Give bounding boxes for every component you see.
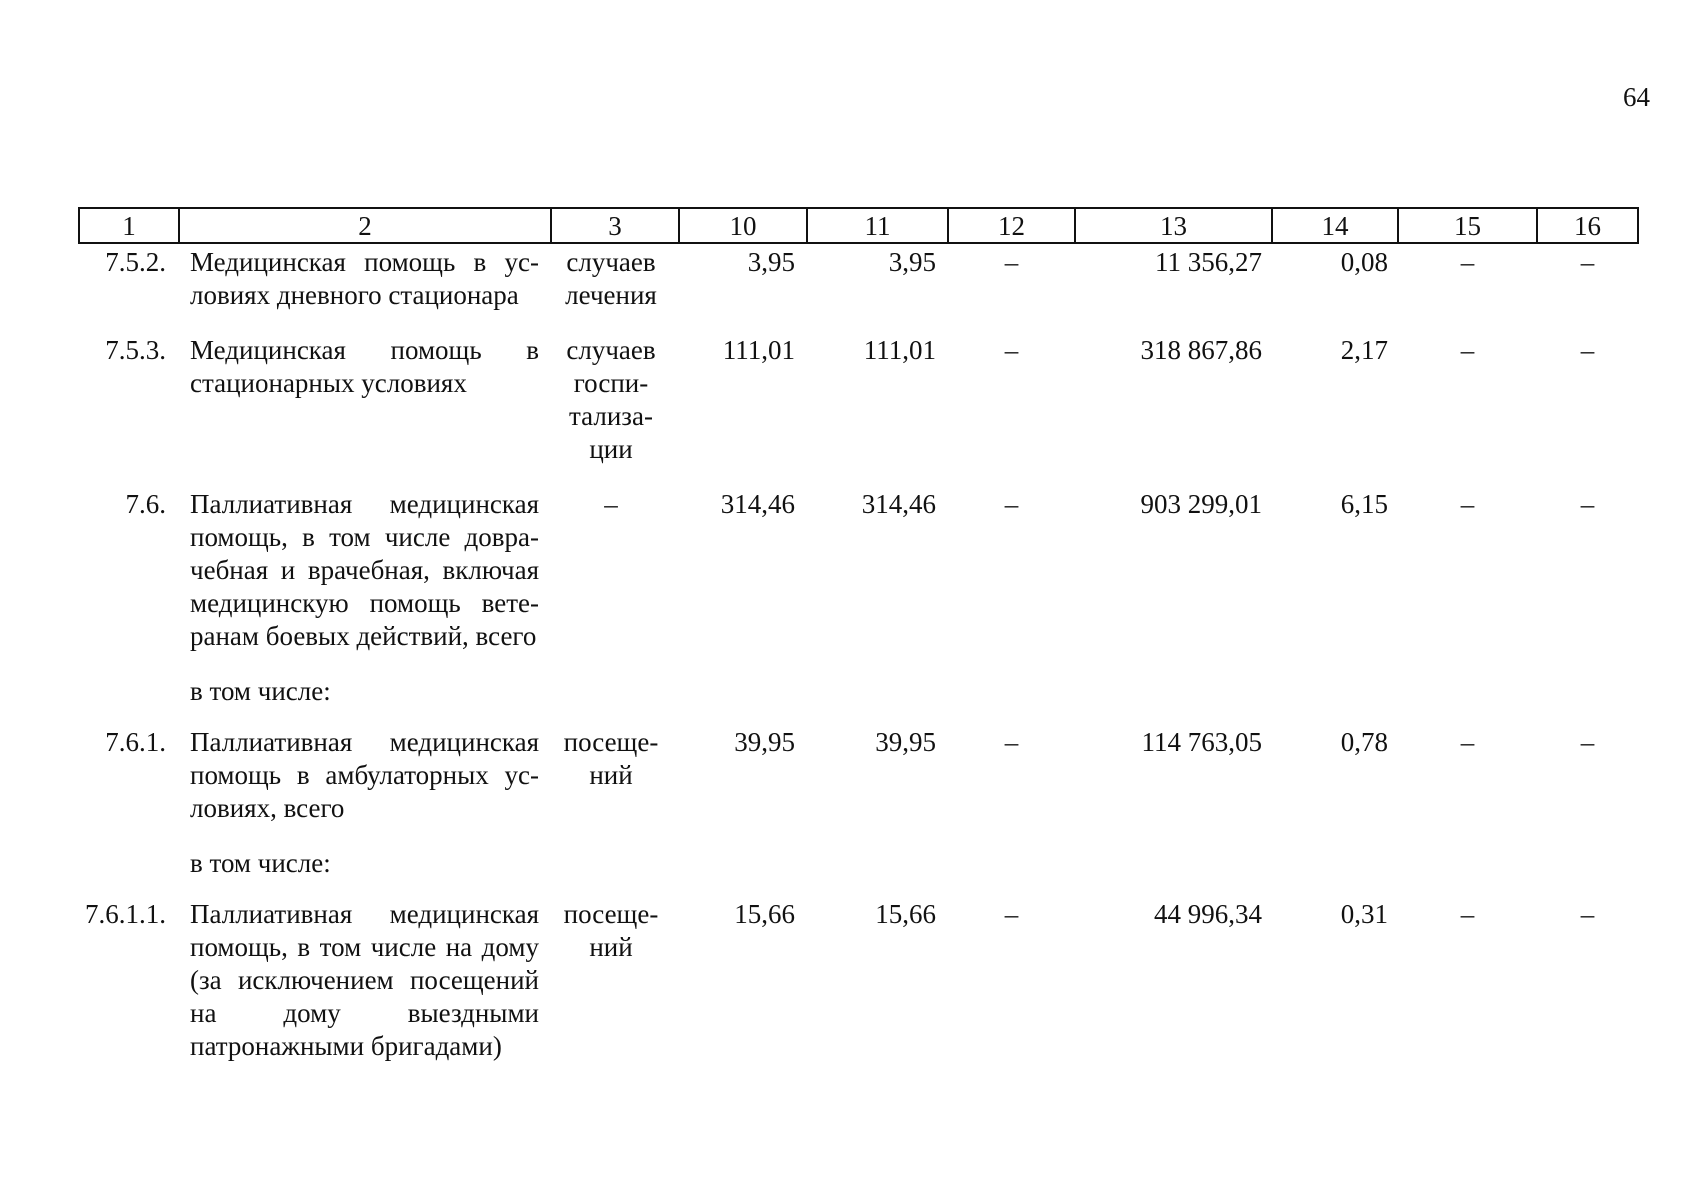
cell-col-16: –	[1580, 899, 1595, 929]
cell-col-10: 15,66	[734, 899, 795, 929]
cell-col-15: –	[1460, 335, 1475, 365]
table-row	[79, 896, 1638, 1083]
column-header-16: 16	[1537, 208, 1638, 243]
cell-col-13: 114 763,05	[1141, 727, 1262, 757]
column-header-11: 11	[807, 208, 948, 243]
cell-col-11: 314,46	[861, 489, 936, 519]
row-unit: посещений	[563, 899, 659, 962]
cell-col-14: 2,17	[1340, 335, 1388, 365]
subheading-row	[79, 845, 1638, 896]
row-unit: случаев госпитализации	[566, 335, 656, 464]
table-row	[79, 724, 1638, 845]
cell-col-16: –	[1580, 489, 1595, 519]
cell-col-15: –	[1460, 247, 1475, 277]
row-code-empty	[79, 673, 179, 724]
subheading-row	[79, 673, 1638, 724]
cell-col-12: –	[1004, 335, 1019, 365]
cell-col-11: 39,95	[875, 727, 936, 757]
table-row	[79, 332, 1638, 486]
cell-col-12: –	[1004, 727, 1019, 757]
cell-col-10: 111,01	[722, 335, 795, 365]
document-table-area	[78, 207, 1638, 1083]
cell-col-14: 6,15	[1340, 489, 1388, 519]
cell-col-10: 314,46	[720, 489, 795, 519]
column-header-10: 10	[679, 208, 807, 243]
cell-col-15: –	[1460, 899, 1475, 929]
row-unit: случаев лечения	[565, 247, 657, 310]
column-header-1: 1	[79, 208, 179, 243]
table-row	[79, 486, 1638, 673]
cell-col-14: 0,78	[1340, 727, 1388, 757]
column-number-header-row	[79, 208, 1638, 243]
cell-col-11: 111,01	[863, 335, 936, 365]
cell-col-12: –	[1004, 247, 1019, 277]
row-code: 7.6.	[125, 489, 166, 519]
cell-col-15: –	[1460, 489, 1475, 519]
row-code: 7.6.1.1.	[85, 899, 166, 929]
cell-col-11: 15,66	[875, 899, 936, 929]
cell-col-10: 3,95	[747, 247, 795, 277]
page-number: 64	[1623, 82, 1650, 112]
indicators-table	[78, 207, 1639, 1083]
cell-col-14: 0,31	[1340, 899, 1388, 929]
cell-col-15: –	[1460, 727, 1475, 757]
cell-col-16: –	[1580, 335, 1595, 365]
row-name: Паллиативная медицинская помощь в амбулаторных условиях, всего	[190, 727, 539, 823]
column-header-12: 12	[948, 208, 1075, 243]
cell-col-13: 44 996,34	[1154, 899, 1262, 929]
row-name: Паллиативная медицинская помощь, в том числе доврачебная и врачебная, включая медицинскую помощь ветеранам боевых действий, всего	[190, 489, 539, 651]
row-code: 7.5.2.	[105, 247, 166, 277]
column-header-2: 2	[179, 208, 551, 243]
row-name: Медицинская помощь в стационарных условиях	[190, 335, 539, 398]
row-unit: посещений	[563, 727, 659, 790]
cell-col-11: 3,95	[888, 247, 936, 277]
row-unit: –	[604, 489, 618, 519]
cell-col-12: –	[1004, 899, 1019, 929]
row-code: 7.5.3.	[105, 335, 166, 365]
subheading-text: в том числе:	[190, 676, 331, 706]
column-header-15: 15	[1398, 208, 1537, 243]
column-header-14: 14	[1272, 208, 1398, 243]
subheading-filler	[551, 673, 1638, 724]
row-name: Паллиативная медицинская помощь, в том числе на дому (за исключением посещений на дому выездными патронажными бригадами)	[190, 899, 539, 1061]
cell-col-14: 0,08	[1340, 247, 1388, 277]
column-header-13: 13	[1075, 208, 1272, 243]
subheading-text: в том числе:	[190, 848, 331, 878]
row-name: Медицинская помощь в условиях дневного стационара	[190, 247, 539, 310]
cell-col-10: 39,95	[734, 727, 795, 757]
cell-col-13: 903 299,01	[1140, 489, 1262, 519]
cell-col-16: –	[1580, 727, 1595, 757]
column-header-3: 3	[551, 208, 679, 243]
cell-col-12: –	[1004, 489, 1019, 519]
cell-col-13: 11 356,27	[1155, 247, 1262, 277]
row-code-empty	[79, 845, 179, 896]
cell-col-16: –	[1580, 247, 1595, 277]
subheading-filler	[551, 845, 1638, 896]
cell-col-13: 318 867,86	[1140, 335, 1262, 365]
row-code: 7.6.1.	[105, 727, 166, 757]
table-row	[79, 243, 1638, 332]
